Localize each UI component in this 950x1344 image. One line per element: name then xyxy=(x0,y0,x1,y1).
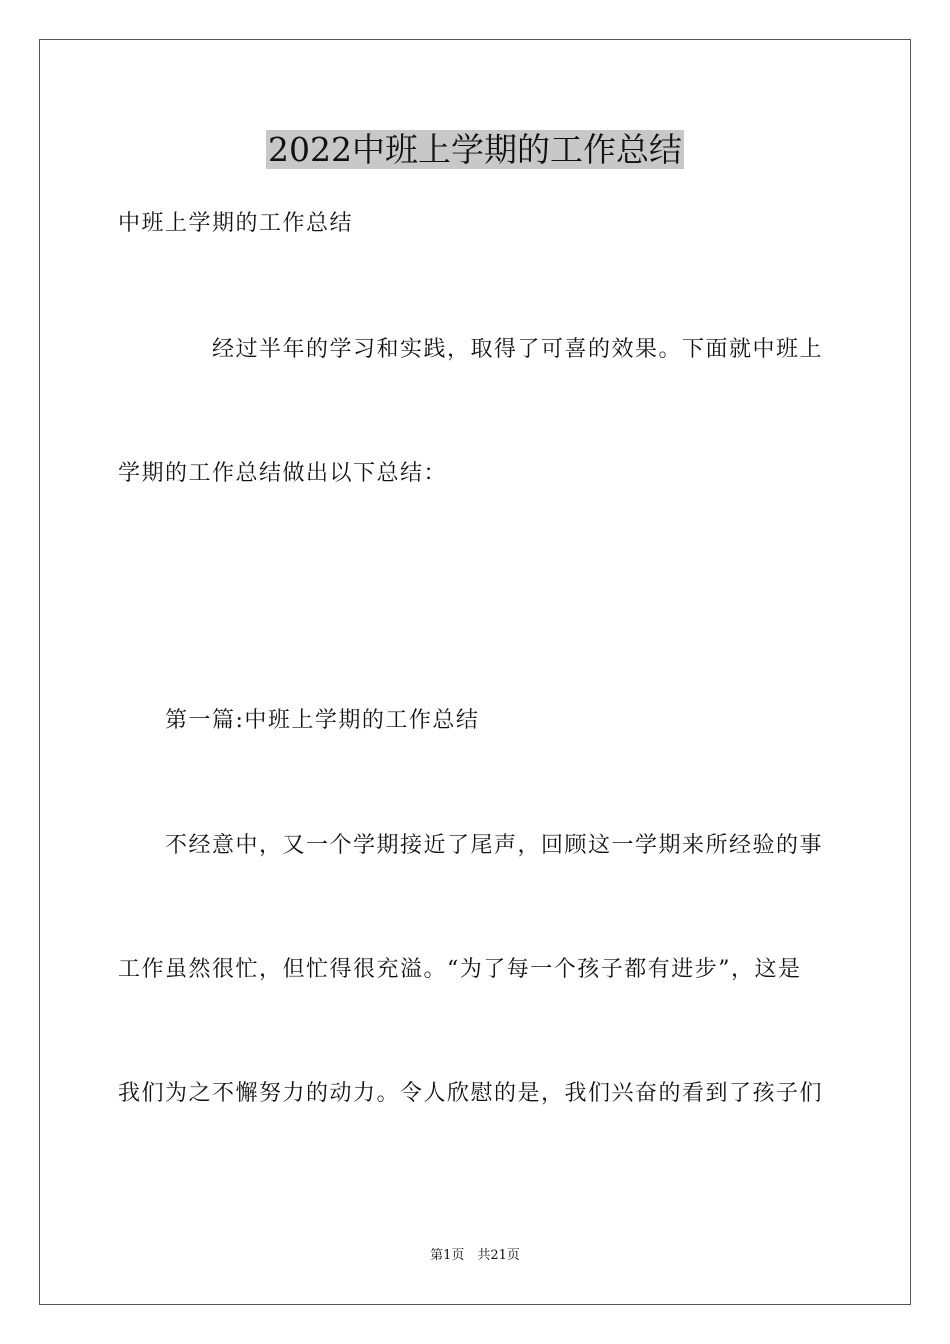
paragraph-line: 工作虽然很忙，但忙得很充溢。“为了每一个孩子都有进步”，这是 xyxy=(118,957,802,982)
subtitle-line: 中班上学期的工作总结 xyxy=(118,211,354,236)
paragraph-line: 学期的工作总结做出以下总结： xyxy=(118,461,448,486)
document-title xyxy=(0,128,950,172)
paragraph-line: 不经意中，又一个学期接近了尾声，回顾这一学期来所经验的事 xyxy=(165,833,824,858)
document-title-text: 2022中班上学期的工作总结 xyxy=(268,130,682,169)
paragraph-line: 我们为之不懈努力的动力。令人欣慰的是，我们兴奋的看到了孩子们 xyxy=(118,1081,824,1106)
section-heading: 第一篇:中班上学期的工作总结 xyxy=(165,708,480,733)
paragraph-line: 经过半年的学习和实践，取得了可喜的效果。下面就中班上 xyxy=(212,337,824,362)
page-footer: 第1页 共21页 xyxy=(430,1248,520,1263)
